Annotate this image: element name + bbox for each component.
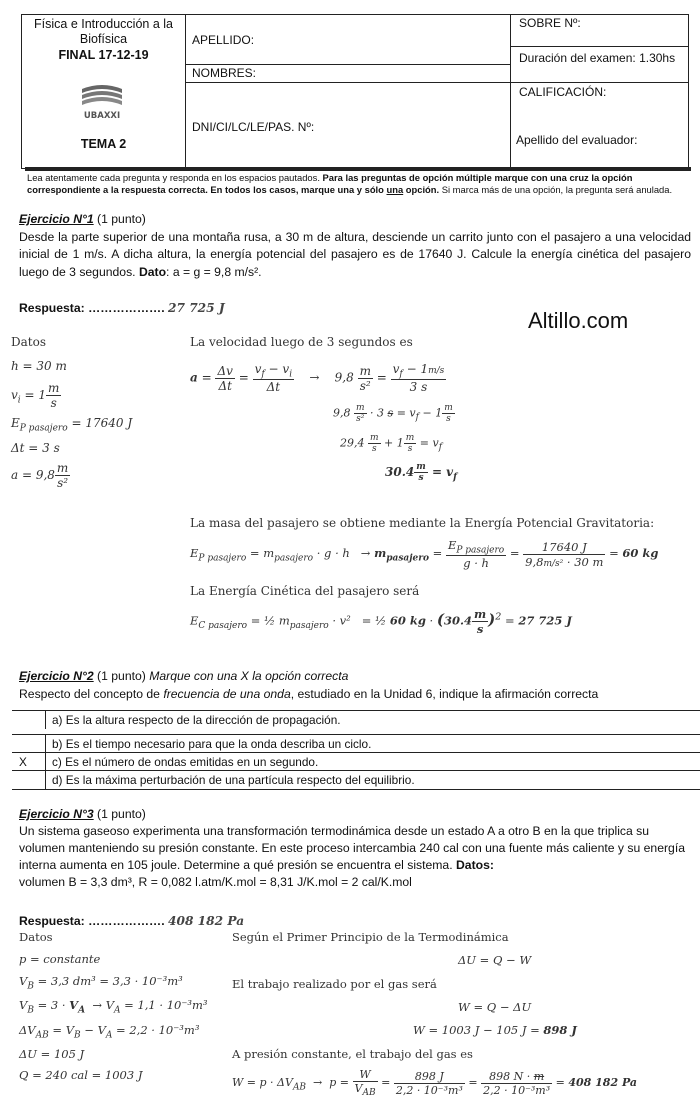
apellido-label: APELLIDO: xyxy=(192,33,255,47)
ej3-eq-p: $W = p \cdot \Delta V_{AB} \to p$ = $\frac{W}{V_{AB}}$ = $\frac{898 J}{\text{2,2 · 10⁻³m³}}$ = $\frac{898 N \cdot m}{\text{2,2 · 10⁻³m³}}$ = 408 182 Pa xyxy=(232,1068,638,1099)
ej2-option-b[interactable] xyxy=(12,734,700,753)
ej2-statement xyxy=(19,668,691,703)
ej1-eq-vel-4: 30.4 $\frac{m}{s}$ = $v_f$ xyxy=(385,462,458,483)
ej1-vel-title: La velocidad luego de 3 segundos es xyxy=(190,335,413,349)
ej2-option-a[interactable] xyxy=(12,710,700,729)
ej2-instruction: Marque con una X la opción correcta xyxy=(149,669,349,683)
ej3-eq-w1: W = Q − ΔU xyxy=(458,1000,532,1014)
ej1-statement xyxy=(19,211,691,281)
ej1-dato: : a = g = 9,8 m/s². xyxy=(166,264,262,279)
ej3-answer-value: 408 182 Pa xyxy=(168,914,245,928)
ej3-dato-q: Q = 240 cal = 1003 J xyxy=(19,1067,143,1082)
ej1-masa-title: La masa del pasajero se obtiene mediante la Energía Potencial Gravitatoria: xyxy=(190,516,655,530)
ej1-ec-title: La Energía Cinética del pasajero será xyxy=(190,584,420,598)
header-shadow xyxy=(25,167,691,171)
ej2-text-c: , estudiado en la Unidad 6, indique la afirmación correcta xyxy=(290,686,599,701)
ej1-eq-vel-2: 9,8 $\frac{m}{\text{s²}}$ · 3 $s = v_f - 1$ $\frac{m}{s}$ xyxy=(333,403,453,424)
instructions-text-a: Lea atentamente cada pregunta y responda en los espacios pautados. xyxy=(27,172,320,183)
ej3-answer xyxy=(19,913,244,931)
header-course-cell xyxy=(22,15,186,168)
ej3-presion-title: A presión constante, el trabajo del gas es xyxy=(232,1047,473,1061)
ej3-dato-va: $V_B = 3 \cdot V_A \to V_A = 1,1 \cdot 10^{-3}m^3$ xyxy=(19,998,208,1016)
ej3-trabajo-title: El trabajo realizado por el gas será xyxy=(232,977,437,991)
dni-label: DNI/CI/LC/LE/PAS. Nº: xyxy=(192,120,315,134)
ej1-dato-vi: $v_i = 1$ $\frac{m}{s}$ xyxy=(11,381,60,410)
duracion-label: Duración del examen: 1.30hs xyxy=(519,51,676,65)
logo-text: UBAXXI xyxy=(83,111,121,121)
ej1-datos xyxy=(11,335,132,490)
header-exam-cell xyxy=(511,15,688,168)
ej1-eq-vel-3: 29,4 $\frac{m}{s}$ + 1 $\frac{m}{s}$ = $v_f$ xyxy=(340,433,443,454)
watermark: Altillo.com xyxy=(528,308,629,333)
ej3-dato-vb: $V_B = 3,3$ dm³ = 3,3 · 10⁻³m³ xyxy=(19,974,183,992)
ej1-dato-a: a = 9,8 $\frac{m}{\text{s²}}$ xyxy=(11,461,69,491)
ej3-title: Ejercicio N°3 xyxy=(19,807,94,821)
ej1-eq-vel-1: a = $\frac{\Delta v}{\Delta t}$ = $\frac{v_f - v_i}{\Delta t}$ → 9,8 $\frac{m}{\text{s²}}$ = $\frac{v_f - 1m/s}{3 s}$ xyxy=(190,362,445,395)
instructions xyxy=(27,172,690,195)
ej2-text-a: Respecto del concepto de xyxy=(19,686,160,701)
ej3-datos xyxy=(19,930,208,1082)
ej3-datos-line: volumen B = 3,3 dm³, R = 0,082 l.atm/K.mol = 8,31 J/K.mol = 2 cal/K.mol xyxy=(19,875,412,889)
ej2-option-b-mark[interactable] xyxy=(12,735,46,753)
ej1-eq-ec: $E_{C pasajero}$ = ½ $m_{pasajero} \cdot v^2$ = ½ 60 kg · (30.4 $\frac{m}{s}$ )$^2$ = 27 725 J xyxy=(190,607,572,636)
instructions-text-d: opción. xyxy=(405,183,440,195)
ej2-option-c[interactable] xyxy=(12,752,700,771)
ej1-datos-title: Datos xyxy=(11,335,46,349)
ej3-pp-title: Según el Primer Principio de la Termodinámica xyxy=(232,930,509,944)
instructions-text-c: una xyxy=(386,183,404,195)
header-table xyxy=(21,14,689,169)
ej2-text-b: frecuencia de una onda xyxy=(163,686,291,701)
ej1-dato-h: h = 30 m xyxy=(11,359,67,373)
instructions-text-b: Para las preguntas de opción múltiple marque con una cruz la opción correspondiente a la respuesta correcta. En todos los casos, marque una y sólo xyxy=(27,172,633,195)
ej3-eq-pp: ΔU = Q − W xyxy=(458,953,532,967)
ej2-option-c-mark[interactable]: X xyxy=(12,753,46,771)
ej1-points: (1 punto) xyxy=(97,212,146,226)
ej3-answer-label: Respuesta: ………………. xyxy=(19,914,165,928)
ubaxxi-logo-icon xyxy=(76,83,128,121)
ej2-option-c-label: c) Es el número de ondas emitidas en un segundo. xyxy=(52,755,319,769)
ej2-title: Ejercicio N°2 xyxy=(19,669,94,683)
ej3-dato-p: p = constante xyxy=(19,952,101,966)
ej2-option-d-label: d) Es la máxima perturbación de una partícula respecto del equilibrio. xyxy=(52,773,415,787)
ej1-dato-label: Dato xyxy=(138,264,167,279)
header-student-cell xyxy=(186,15,511,168)
nombres-label: NOMBRES: xyxy=(192,66,257,80)
ej3-text: Un sistema gaseoso experimenta una transformación termodinámica desde un estado A a otro B en la que triplica su volumen manteniendo su presión constante. En este proceso intercambia 240 cal con una fuente más caliente y su energía interna aumenta en 105 joule. Determine a qué presión se encuentra el sistema. xyxy=(19,824,685,872)
ej3-datos-title: Datos xyxy=(19,930,53,944)
ej2-option-b-label: b) Es el tiempo necesario para que la onda describa un ciclo. xyxy=(52,737,372,751)
ej2-options-table xyxy=(12,710,700,790)
ej2-option-a-mark[interactable] xyxy=(12,711,46,729)
calificacion-label: CALIFICACIÓN: xyxy=(519,85,607,99)
ej2-option-d[interactable] xyxy=(12,770,700,789)
ej1-title: Ejercicio N°1 xyxy=(19,212,94,226)
evaluador-label: Apellido del evaluador: xyxy=(516,133,638,147)
ej1-answer xyxy=(19,300,225,318)
instructions-text-e: Si marca más de una opción, la pregunta será anulada. xyxy=(441,183,673,195)
ej3-statement xyxy=(19,806,691,891)
ej1-eq-masa: $E_{P pasajero} = m_{pasajero} \cdot g \cdot h \to m_{pasajero}$ = $\frac{E_{P pasajero}}{g \cdot h}$ = $\frac{17640 J}{\text{9,8m/s² · 30 m}}$ = 60 kg xyxy=(190,538,659,571)
ej1-answer-value: 27 725 J xyxy=(168,301,225,315)
tema-label: TEMA 2 xyxy=(80,137,127,151)
ej1-body xyxy=(19,229,691,282)
course-name: Física e Introducción a la Biofísica xyxy=(34,17,173,46)
ej3-points: (1 punto) xyxy=(97,807,146,821)
ej2-option-d-mark[interactable] xyxy=(12,771,46,789)
ej3-datos-label: Datos: xyxy=(456,858,494,872)
ej1-answer-label: Respuesta: ………………. xyxy=(19,301,165,315)
ej1-dato-ep: $E_{P pasajero} = 17640$ J xyxy=(11,416,133,434)
ej3-dato-dv: $\Delta V_{AB} = V_B - V_A = 2,2 \cdot 10^{-3}m^3$ xyxy=(19,1022,200,1040)
ej3-dato-du: ΔU = 105 J xyxy=(19,1046,85,1061)
ej3-eq-w2: W = 1003 J − 105 J = 898 J xyxy=(413,1023,577,1037)
sobre-label: SOBRE Nº: xyxy=(519,16,581,30)
ej1-text: Desde la parte superior de una montaña rusa, a 30 m de altura, desciende un carrito junto con el pasajero a una velocidad inicial de 1 m/s. A dicha altura, la energía potencial del pasajero es de 17640 J. Calcule la energía cinética del pasajero luego de 3 segundos. xyxy=(19,229,691,279)
ej2-option-a-label: a) Es la altura respecto de la dirección de propagación. xyxy=(52,713,341,727)
ej2-points: (1 punto) xyxy=(97,669,146,683)
exam-date: FINAL 17-12-19 xyxy=(58,48,149,62)
ej1-dato-dt: Δt = 3 s xyxy=(11,441,60,456)
